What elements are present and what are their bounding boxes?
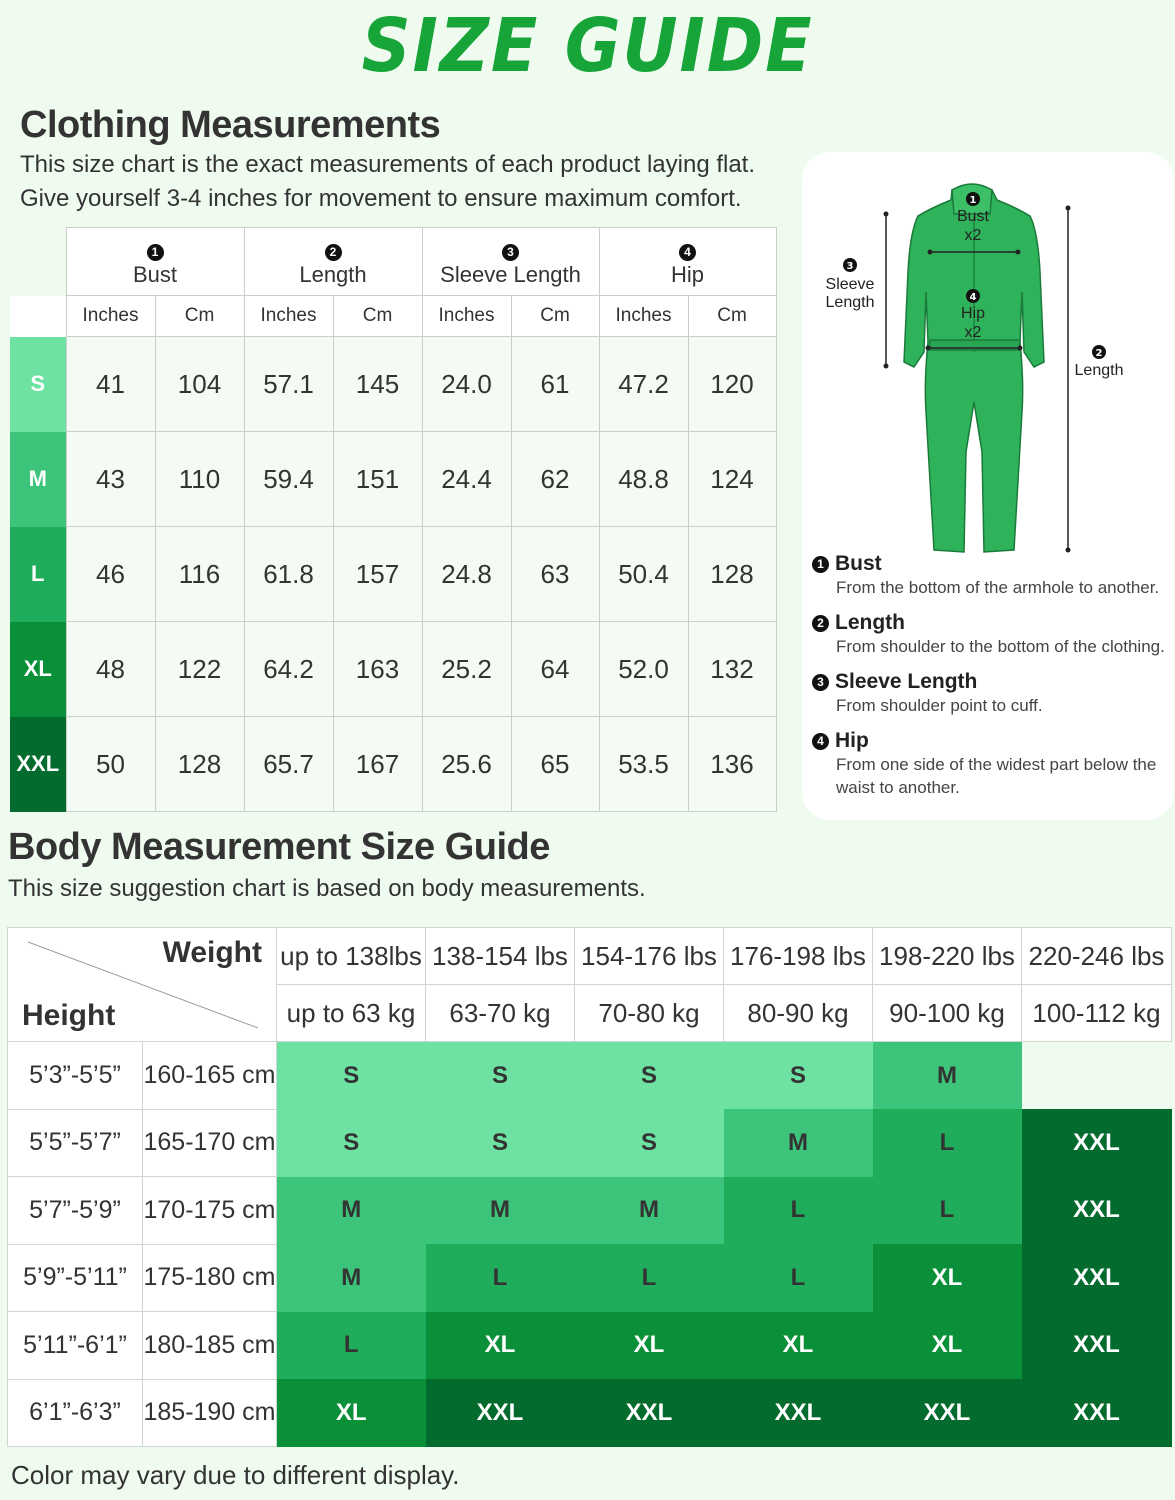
number-badge-icon: 1 [147,244,164,261]
table-row [10,622,776,717]
bust-label: Bust [956,208,990,225]
size-cell: S [426,1042,575,1110]
corner-cell [10,296,66,337]
unit-header: Cm [511,296,599,337]
size-cell: M [724,1109,873,1177]
legend-item [812,552,1172,599]
svg-text:3: 3 [846,261,854,272]
sleeve-label-line2: Length [825,294,875,311]
table-row [8,1109,1172,1177]
unit-header: Cm [155,296,244,337]
measure-group-header [599,228,776,296]
measure-value: 136 [688,717,776,812]
size-label: M [10,432,66,527]
number-badge-icon: 2 [812,615,829,632]
legend-name: Sleeve Length [835,670,978,693]
legend-item [812,611,1172,658]
unit-header: Inches [422,296,511,337]
size-cell: M [873,1042,1022,1110]
size-cell: XXL [426,1379,575,1447]
height-cm: 175-180 cm [143,1244,277,1312]
measure-value: 128 [688,527,776,622]
size-cell: XXL [1022,1312,1172,1380]
table-row [10,432,776,527]
size-cell: S [277,1109,426,1177]
measure-value: 50.4 [599,527,688,622]
measure-value: 52.0 [599,622,688,717]
empty-cell [1022,1042,1172,1110]
svg-text:2: 2 [1095,348,1103,359]
measure-group-header [66,228,244,296]
weight-kg-header: 90-100 kg [873,985,1022,1042]
measure-value: 132 [688,622,776,717]
legend-item [812,729,1172,799]
size-cell: XL [724,1312,873,1380]
legend-desc: From the bottom of the armhole to another. [836,578,1160,597]
garment-diagram-card [802,152,1174,820]
weight-kg-header: 63-70 kg [426,985,575,1042]
unit-header: Inches [244,296,333,337]
measure-value: 46 [66,527,155,622]
table-row [8,1042,1172,1110]
clothing-measurement-table [10,227,777,812]
body-size-table [7,927,1172,1447]
size-cell: XXL [873,1379,1022,1447]
unit-header: Cm [333,296,422,337]
number-badge-icon: 3 [812,674,829,691]
size-cell: XL [873,1312,1022,1380]
length-label: Length [1074,362,1124,379]
weight-lbs-header: 220-246 lbs [1022,928,1172,985]
clothing-desc-1: This size chart is the exact measurements of each product laying flat. [20,151,756,178]
size-cell: L [724,1244,873,1312]
legend-item [812,670,1172,717]
measure-value: 48 [66,622,155,717]
measure-value: 43 [66,432,155,527]
measure-group-header [422,228,599,296]
sleeve-label-line1: Sleeve [825,276,875,293]
unit-header: Cm [688,296,776,337]
measure-value: 61 [511,337,599,432]
svg-text:1: 1 [969,195,977,206]
height-ft: 5’3”-5’5” [8,1042,143,1110]
weight-lbs-header: up to 138lbs [277,928,426,985]
size-label: XXL [10,717,66,812]
legend-name: Length [835,611,905,634]
measure-group-label: Hip [670,261,704,287]
measure-value: 24.0 [422,337,511,432]
size-cell: M [575,1177,724,1245]
height-cm: 180-185 cm [143,1312,277,1380]
measure-value: 62 [511,432,599,527]
size-cell: XL [426,1312,575,1380]
size-cell: XL [575,1312,724,1380]
measure-value: 145 [333,337,422,432]
measure-value: 63 [511,527,599,622]
height-ft: 5’9”-5’11” [8,1244,143,1312]
weight-kg-header: 70-80 kg [575,985,724,1042]
measure-value: 157 [333,527,422,622]
measure-value: 24.8 [422,527,511,622]
size-cell: M [426,1177,575,1245]
size-cell: L [277,1312,426,1380]
footer-note: Color may vary due to different display. [11,1460,460,1490]
size-cell: XXL [724,1379,873,1447]
size-cell: M [277,1177,426,1245]
measure-value: 110 [155,432,244,527]
measure-value: 64.2 [244,622,333,717]
measure-value: 50 [66,717,155,812]
body-heading: Body Measurement Size Guide [8,826,550,868]
measure-value: 61.8 [244,527,333,622]
measure-value: 116 [155,527,244,622]
legend-desc: From shoulder point to cuff. [836,696,1043,715]
unit-header: Inches [599,296,688,337]
size-cell: S [724,1042,873,1110]
table-row [8,1244,1172,1312]
legend-name: Hip [835,729,869,752]
size-cell: XL [873,1244,1022,1312]
legend-name: Bust [835,552,882,575]
number-badge-icon: 4 [812,733,829,750]
clothing-heading: Clothing Measurements [20,104,441,146]
table-row [10,527,776,622]
size-cell: XXL [575,1379,724,1447]
size-cell: XL [277,1379,426,1447]
number-badge-icon: 4 [679,244,696,261]
clothing-desc-2: Give yourself 3-4 inches for movement to ensure maximum comfort. [20,185,742,212]
height-ft: 6’1”-6’3” [8,1379,143,1447]
number-badge-icon: 2 [325,244,342,261]
weight-kg-header: up to 63 kg [277,985,426,1042]
table-row [8,1177,1172,1245]
size-cell: L [575,1244,724,1312]
size-cell: L [426,1244,575,1312]
weight-lbs-header: 176-198 lbs [724,928,873,985]
measure-value: 25.2 [422,622,511,717]
size-cell: M [277,1244,426,1312]
measure-value: 64 [511,622,599,717]
body-desc: This size suggestion chart is based on body measurements. [8,875,646,902]
hip-label: Hip [960,305,986,322]
size-cell: XXL [1022,1379,1172,1447]
weight-height-corner [8,928,277,1042]
measure-value: 122 [155,622,244,717]
height-axis-label: Height [22,999,116,1032]
legend-desc: From shoulder to the bottom of the clothing. [836,637,1165,656]
measure-value: 128 [155,717,244,812]
measure-value: 48.8 [599,432,688,527]
size-cell: XXL [1022,1109,1172,1177]
measure-value: 41 [66,337,155,432]
measure-group-label: Length [299,261,367,287]
height-ft: 5’5”-5’7” [8,1109,143,1177]
measure-value: 47.2 [599,337,688,432]
hip-multiplier: x2 [964,324,982,341]
height-cm: 185-190 cm [143,1379,277,1447]
unit-header: Inches [66,296,155,337]
size-cell: L [873,1109,1022,1177]
size-cell: S [575,1109,724,1177]
height-cm: 170-175 cm [143,1177,277,1245]
weight-axis-label: Weight [162,936,262,969]
height-cm: 165-170 cm [143,1109,277,1177]
height-ft: 5’11”-6’1” [8,1312,143,1380]
size-cell: XXL [1022,1244,1172,1312]
size-cell: S [575,1042,724,1110]
measure-value: 163 [333,622,422,717]
size-cell: XXL [1022,1177,1172,1245]
legend-desc: From one side of the widest part below the waist to another. [836,755,1157,797]
height-ft: 5’7”-5’9” [8,1177,143,1245]
weight-lbs-header: 198-220 lbs [873,928,1022,985]
table-row [10,337,776,432]
number-badge-icon: 3 [502,244,519,261]
number-badge-icon: 1 [812,556,829,573]
size-label: XL [10,622,66,717]
measure-value: 59.4 [244,432,333,527]
measure-value: 57.1 [244,337,333,432]
measure-value: 53.5 [599,717,688,812]
measure-value: 65.7 [244,717,333,812]
table-row [10,717,776,812]
size-cell: L [724,1177,873,1245]
weight-kg-header: 80-90 kg [724,985,873,1042]
measure-value: 65 [511,717,599,812]
table-row [8,1312,1172,1380]
measure-value: 151 [333,432,422,527]
measure-value: 25.6 [422,717,511,812]
measure-value: 120 [688,337,776,432]
size-label: L [10,527,66,622]
measure-value: 104 [155,337,244,432]
measure-group-header [244,228,422,296]
measure-group-label: Bust [132,261,178,287]
measure-value: 24.4 [422,432,511,527]
height-cm: 160-165 cm [143,1042,277,1110]
size-cell: S [277,1042,426,1110]
corner-cell [10,228,66,296]
size-label: S [10,337,66,432]
table-row [8,1379,1172,1447]
weight-kg-header: 100-112 kg [1022,985,1172,1042]
measure-group-label: Sleeve Length [440,261,581,287]
bust-multiplier: x2 [964,227,982,244]
size-cell: L [873,1177,1022,1245]
size-cell: S [426,1109,575,1177]
measure-value: 124 [688,432,776,527]
weight-lbs-header: 154-176 lbs [575,928,724,985]
svg-text:4: 4 [969,292,977,303]
weight-lbs-header: 138-154 lbs [426,928,575,985]
measure-value: 167 [333,717,422,812]
jumpsuit-diagram [802,152,1174,572]
page-title: SIZE GUIDE [361,3,814,89]
